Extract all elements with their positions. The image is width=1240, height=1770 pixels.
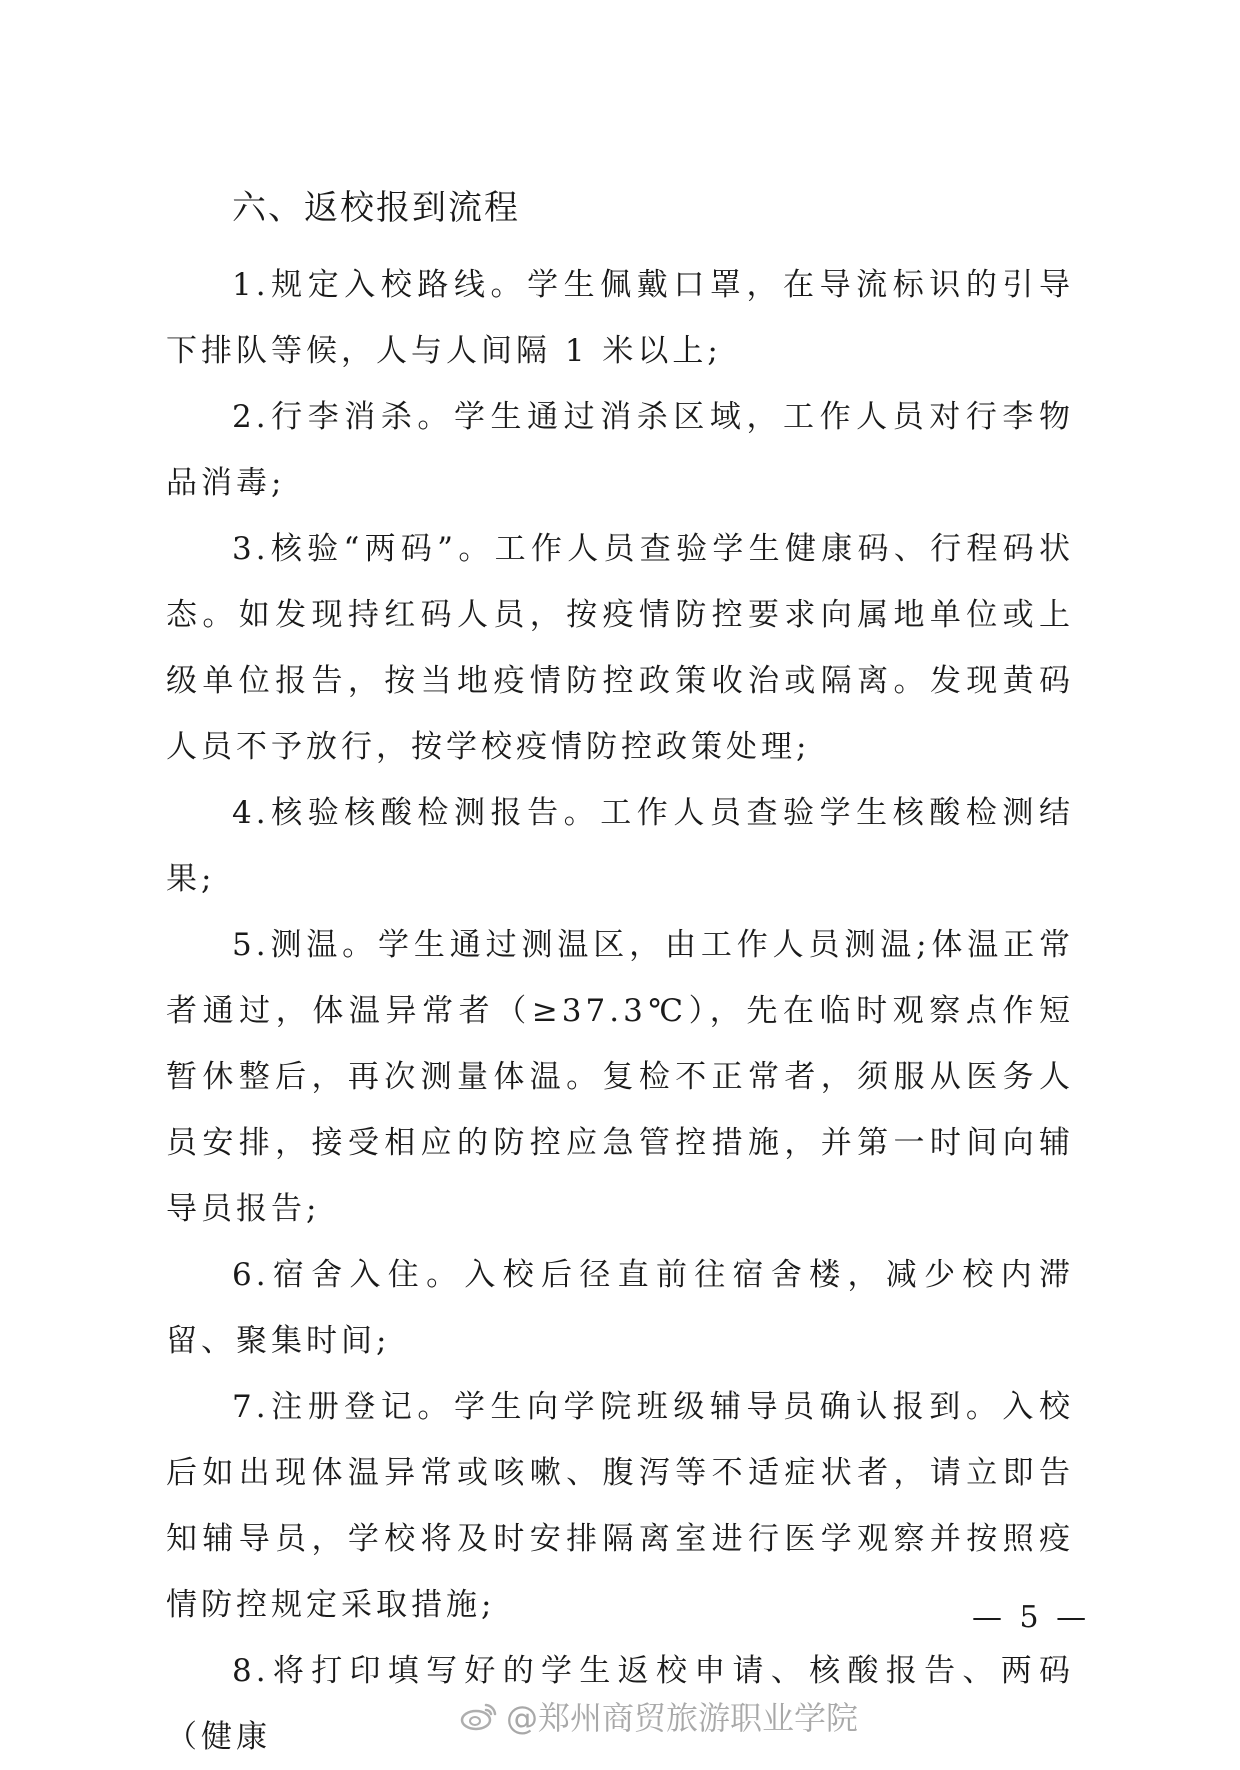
watermark-text: @郑州商贸旅游职业学院 [506, 1699, 859, 1737]
paragraph-4: 4.核验核酸检测报告。工作人员查验学生核酸检测结果; [166, 795, 1074, 897]
paragraph-6: 6.宿舍入住。入校后径直前往宿舍楼，减少校内滞留、聚集时间; [166, 1257, 1074, 1359]
paragraph-8: 8.将打印填写好的学生返校申请、核酸报告、两码（健康 [166, 1653, 1074, 1755]
paragraph-1: 1.规定入校路线。学生佩戴口罩，在导流标识的引导下排队等候，人与人间隔 1 米以上; [166, 267, 1074, 369]
section-heading: 六、返校报到流程 [232, 188, 520, 228]
watermark [460, 1696, 858, 1736]
body-text [166, 252, 1074, 1770]
paragraph-2: 2.行李消杀。学生通过消杀区域，工作人员对行李物品消毒; [166, 399, 1074, 501]
paragraph-3: 3.核验“两码”。工作人员查验学生健康码、行程码状态。如发现持红码人员，按疫情防控要求向属地单位或上级单位报告，按当地疫情防控政策收治或隔离。发现黄码人员不予放行，按学校疫情防控政策处理; [166, 531, 1074, 765]
weibo-logo-icon [460, 1701, 498, 1731]
paragraph-7: 7.注册登记。学生向学院班级辅导员确认报到。入校后如出现体温异常或咳嗽、腹泻等不适症状者，请立即告知辅导员，学校将及时安排隔离室进行医学观察并按照疫情防控规定采取措施; [166, 1389, 1074, 1623]
paragraph-5: 5.测温。学生通过测温区，由工作人员测温;体温正常者通过，体温异常者（≥37.3℃），先在临时观察点作短暂休整后，再次测量体温。复检不正常者，须服从医务人员安排，接受相应的防控应急管控措施，并第一时间向辅导员报告; [166, 927, 1074, 1227]
page-number: — 5 — [972, 1600, 1091, 1635]
